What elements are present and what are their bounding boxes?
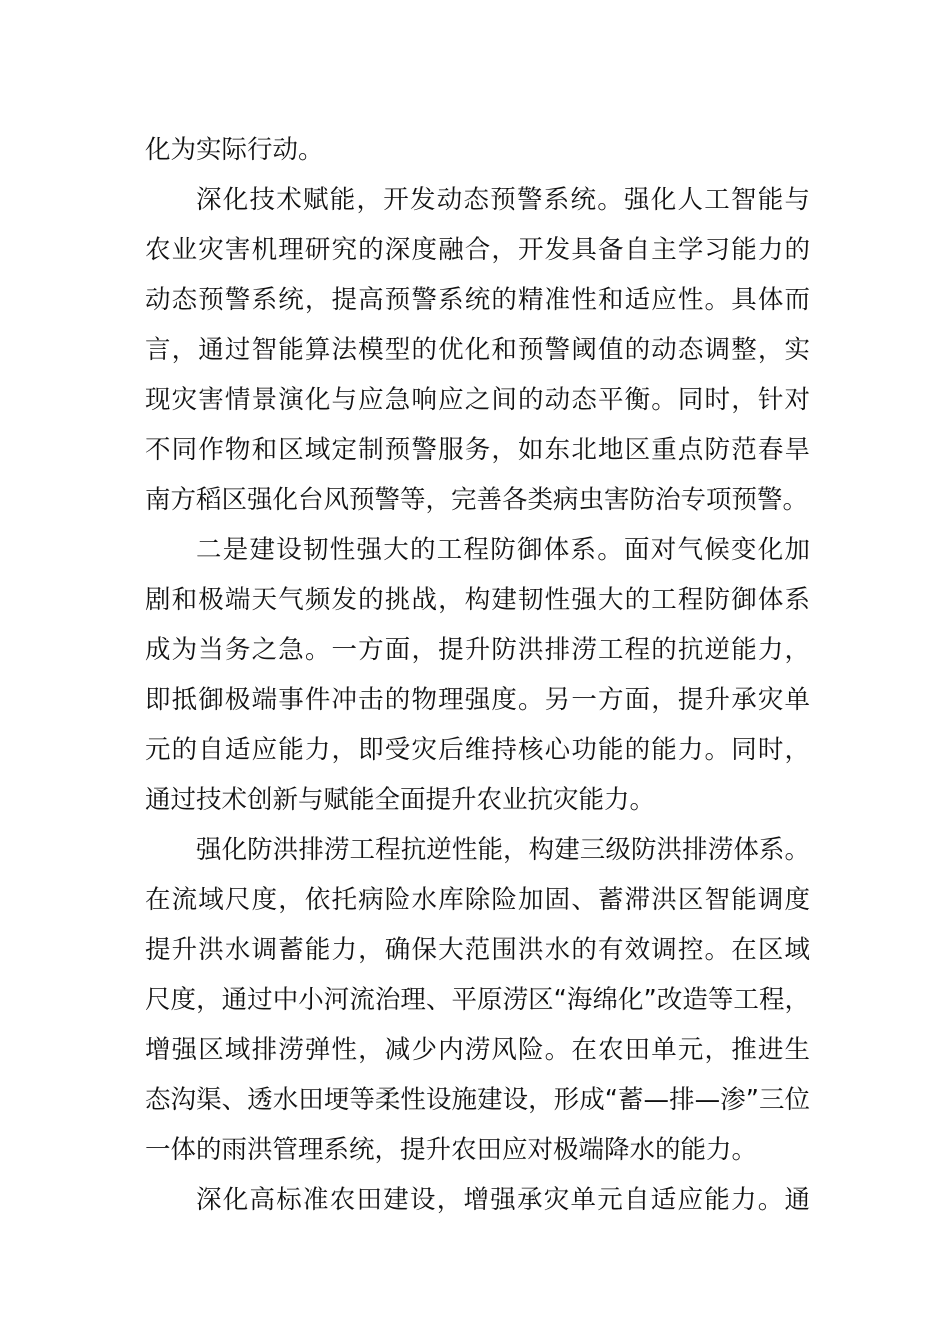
text-line: 在流域尺度，依托病险水库除险加固、蓄滞洪区智能调度 — [145, 885, 810, 915]
text-line: 成为当务之急。一方面，提升防洪排涝工程的抗逆能力， — [145, 635, 810, 665]
text-line: 强化防洪排涝工程抗逆性能，构建三级防洪排涝体系。 — [196, 835, 810, 865]
text-line: 二是建设韧性强大的工程防御体系。面对气候变化加 — [196, 535, 810, 565]
paragraph-4 — [145, 825, 810, 1175]
body-text — [145, 125, 810, 1225]
text-line: 态沟渠、透水田埂等柔性设施建设，形成“蓄—排—渗”三位 — [145, 1085, 810, 1115]
text-line: 深化技术赋能，开发动态预警系统。强化人工智能与 — [196, 185, 810, 215]
text-line: 化为实际行动。 — [145, 135, 324, 165]
text-line: 增强区域排涝弹性，减少内涝风险。在农田单元，推进生 — [145, 1035, 810, 1065]
paragraph-5 — [145, 1175, 810, 1225]
text-line: 通过技术创新与赋能全面提升农业抗灾能力。 — [145, 785, 656, 815]
text-line: 不同作物和区域定制预警服务，如东北地区重点防范春旱 — [145, 435, 810, 465]
text-line: 元的自适应能力，即受灾后维持核心功能的能力。同时， — [145, 735, 810, 765]
text-line: 即抵御极端事件冲击的物理强度。另一方面，提升承灾单 — [145, 685, 810, 715]
paragraph-2 — [145, 175, 810, 525]
text-line: 农业灾害机理研究的深度融合，开发具备自主学习能力的 — [145, 235, 810, 265]
text-line: 尺度，通过中小河流治理、平原涝区“海绵化”改造等工程， — [145, 985, 810, 1015]
text-line: 提升洪水调蓄能力，确保大范围洪水的有效调控。在区域 — [145, 935, 810, 965]
text-line: 言，通过智能算法模型的优化和预警阈值的动态调整，实 — [145, 335, 810, 365]
text-line: 深化高标准农田建设，增强承灾单元自适应能力。通 — [196, 1185, 810, 1215]
text-line: 南方稻区强化台风预警等，完善各类病虫害防治专项预警。 — [145, 485, 809, 515]
text-line: 剧和极端天气频发的挑战，构建韧性强大的工程防御体系 — [145, 585, 810, 615]
text-line: 一体的雨洪管理系统，提升农田应对极端降水的能力。 — [145, 1135, 758, 1165]
text-line: 动态预警系统，提高预警系统的精准性和适应性。具体而 — [145, 285, 810, 315]
text-line: 现灾害情景演化与应急响应之间的动态平衡。同时，针对 — [145, 385, 810, 415]
paragraph-3 — [145, 525, 810, 825]
paragraph-1 — [145, 125, 810, 175]
